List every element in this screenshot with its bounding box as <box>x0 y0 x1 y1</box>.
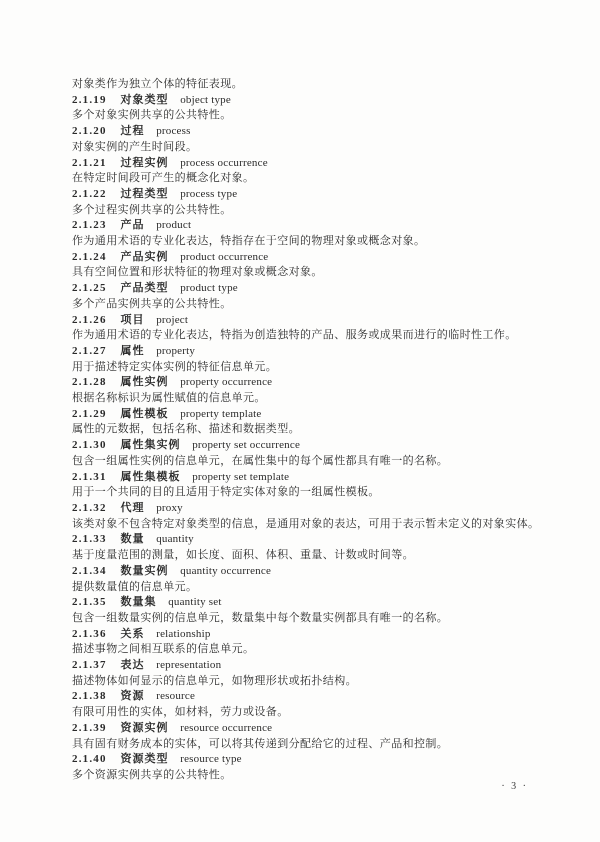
term-definition: 具有固有财务成本的实体，可以将其传递到分配给它的过程、产品和控制。 <box>72 737 449 750</box>
term-zh: 表达 <box>120 659 145 672</box>
term-zh: 过程实例 <box>120 156 169 169</box>
term-entry <box>72 564 550 595</box>
term-en: relationship <box>156 627 211 640</box>
term-number: 2.1.26 <box>72 313 107 326</box>
term-en: product <box>156 219 192 232</box>
term-entry <box>72 501 550 532</box>
term-zh: 资源类型 <box>120 753 169 766</box>
term-definition: 包含一组数量实例的信息单元，数量集中每个数量实例都具有唯一的名称。 <box>72 611 449 624</box>
term-zh: 项目 <box>120 313 145 326</box>
term-definition: 作为通用术语的专业化表达，特指存在于空间的物理对象或概念对象。 <box>72 235 426 248</box>
term-en: process occurrence <box>180 156 268 169</box>
term-definition: 基于度量范围的测量，如长度、面积、体积、重量、计数或时间等。 <box>72 549 414 562</box>
term-zh: 代理 <box>120 501 145 514</box>
term-number: 2.1.20 <box>72 125 107 138</box>
term-en: resource <box>156 690 196 703</box>
term-en: product type <box>180 282 238 295</box>
term-definition: 提供数量值的信息单元。 <box>72 580 198 593</box>
term-heading <box>72 564 550 580</box>
term-entry <box>72 658 550 689</box>
term-heading <box>72 407 550 423</box>
term-definition: 属性的元数据，包括名称、描述和数据类型。 <box>72 423 300 436</box>
term-definition: 作为通用术语的专业化表达，特指为创造独特的产品、服务或成果而进行的临时性工作。 <box>72 329 517 342</box>
term-entry <box>72 250 550 281</box>
term-number: 2.1.21 <box>72 156 107 169</box>
term-heading <box>72 187 550 203</box>
term-heading <box>72 250 550 266</box>
term-heading <box>72 124 550 140</box>
term-definition: 描述物体如何显示的信息单元，如物理形状或拓扑结构。 <box>72 674 357 687</box>
term-entry <box>72 344 550 375</box>
term-definition: 具有空间位置和形状特征的物理对象或概念对象。 <box>72 266 323 279</box>
term-en: property <box>156 344 196 357</box>
term-entry <box>72 156 550 187</box>
term-en: object type <box>180 93 231 106</box>
term-heading <box>72 501 550 517</box>
term-en: resource type <box>180 753 242 766</box>
term-heading <box>72 658 550 674</box>
term-en: proxy <box>156 501 183 514</box>
term-en: product occurrence <box>180 250 269 263</box>
term-en: property occurrence <box>180 376 273 389</box>
term-definition: 在特定时间段可产生的概念化对象。 <box>72 172 255 185</box>
term-en: project <box>156 313 189 326</box>
term-zh: 属性实例 <box>120 376 169 389</box>
term-zh: 产品类型 <box>120 282 169 295</box>
term-en: representation <box>156 659 222 672</box>
term-definition: 有限可用性的实体，如材料，劳力或设备。 <box>72 706 289 719</box>
term-en: property set occurrence <box>192 439 301 452</box>
term-zh: 对象类型 <box>120 93 169 106</box>
term-zh: 过程类型 <box>120 187 169 200</box>
term-entry <box>72 407 550 438</box>
term-en: property set template <box>192 470 290 483</box>
term-en: quantity <box>156 533 194 546</box>
term-number: 2.1.32 <box>72 501 107 514</box>
term-en: resource occurrence <box>180 721 273 734</box>
term-zh: 资源 <box>120 690 145 703</box>
term-entry <box>72 752 550 783</box>
term-entry <box>72 689 550 720</box>
term-entry <box>72 721 550 752</box>
term-number: 2.1.36 <box>72 627 107 640</box>
term-entry <box>72 124 550 155</box>
term-number: 2.1.28 <box>72 376 107 389</box>
term-en: process <box>156 125 191 138</box>
term-heading <box>72 752 550 768</box>
term-number: 2.1.30 <box>72 439 107 452</box>
term-heading <box>72 218 550 234</box>
term-heading <box>72 313 550 329</box>
term-number: 2.1.40 <box>72 753 107 766</box>
term-zh: 过程 <box>120 125 145 138</box>
page-number: · 3 · <box>501 781 528 792</box>
terms-list <box>72 93 550 784</box>
term-zh: 属性集模板 <box>120 470 181 483</box>
terms-section <box>72 77 550 784</box>
term-entry <box>72 375 550 406</box>
term-definition: 用于一个共同的目的且适用于特定实体对象的一组属性模板。 <box>72 486 380 499</box>
term-zh: 产品 <box>120 219 145 232</box>
term-definition: 根据名称标识为属性赋值的信息单元。 <box>72 392 266 405</box>
term-number: 2.1.25 <box>72 282 107 295</box>
term-number: 2.1.35 <box>72 596 107 609</box>
term-heading <box>72 93 550 109</box>
term-definition: 多个过程实例共享的公共特性。 <box>72 203 232 216</box>
term-heading <box>72 344 550 360</box>
term-zh: 资源实例 <box>120 721 169 734</box>
term-entry <box>72 218 550 249</box>
term-number: 2.1.19 <box>72 93 107 106</box>
term-definition: 多个资源实例共享的公共特性。 <box>72 768 232 781</box>
term-definition: 多个产品实例共享的公共特性。 <box>72 297 232 310</box>
term-en: process type <box>180 187 238 200</box>
term-heading <box>72 721 550 737</box>
term-number: 2.1.39 <box>72 721 107 734</box>
term-zh: 数量集 <box>120 596 157 609</box>
term-heading <box>72 375 550 391</box>
term-definition: 用于描述特定实体实例的特征信息单元。 <box>72 360 278 373</box>
term-definition: 对象实例的产生时间段。 <box>72 140 198 153</box>
term-definition: 描述事物之间相互联系的信息单元。 <box>72 643 255 656</box>
term-entry <box>72 595 550 626</box>
term-definition: 多个对象实例共享的公共特性。 <box>72 109 232 122</box>
term-entry <box>72 470 550 501</box>
term-number: 2.1.24 <box>72 250 107 263</box>
term-entry <box>72 93 550 124</box>
term-heading <box>72 438 550 454</box>
term-entry <box>72 438 550 469</box>
term-number: 2.1.31 <box>72 470 107 483</box>
term-heading <box>72 595 550 611</box>
term-zh: 数量实例 <box>120 564 169 577</box>
term-entry <box>72 532 550 563</box>
continued-definition: 对象类作为独立个体的特征表现。 <box>72 78 243 90</box>
term-zh: 产品实例 <box>120 250 169 263</box>
term-number: 2.1.34 <box>72 564 107 577</box>
term-number: 2.1.22 <box>72 187 107 200</box>
term-number: 2.1.33 <box>72 533 107 546</box>
term-zh: 属性模板 <box>120 407 169 420</box>
term-heading <box>72 689 550 705</box>
term-entry <box>72 281 550 312</box>
term-heading <box>72 281 550 297</box>
term-zh: 属性 <box>120 344 145 357</box>
term-zh: 关系 <box>120 627 145 640</box>
term-en: quantity occurrence <box>180 564 272 577</box>
term-definition: 该类对象不包含特定对象类型的信息，是通用对象的表达，可用于表示暂未定义的对象实体。 <box>72 517 540 530</box>
term-heading <box>72 532 550 548</box>
term-number: 2.1.37 <box>72 659 107 672</box>
term-zh: 属性集实例 <box>120 439 181 452</box>
term-heading <box>72 627 550 643</box>
term-definition: 包含一组属性实例的信息单元，在属性集中的每个属性都具有唯一的名称。 <box>72 454 449 467</box>
term-number: 2.1.23 <box>72 219 107 232</box>
term-number: 2.1.27 <box>72 344 107 357</box>
term-heading <box>72 470 550 486</box>
term-en: quantity set <box>168 596 222 609</box>
term-number: 2.1.38 <box>72 690 107 703</box>
term-zh: 数量 <box>120 533 145 546</box>
term-en: property template <box>180 407 262 420</box>
term-entry <box>72 187 550 218</box>
term-number: 2.1.29 <box>72 407 107 420</box>
term-heading <box>72 156 550 172</box>
term-entry <box>72 627 550 658</box>
page-footer <box>501 781 528 792</box>
term-entry <box>72 313 550 344</box>
